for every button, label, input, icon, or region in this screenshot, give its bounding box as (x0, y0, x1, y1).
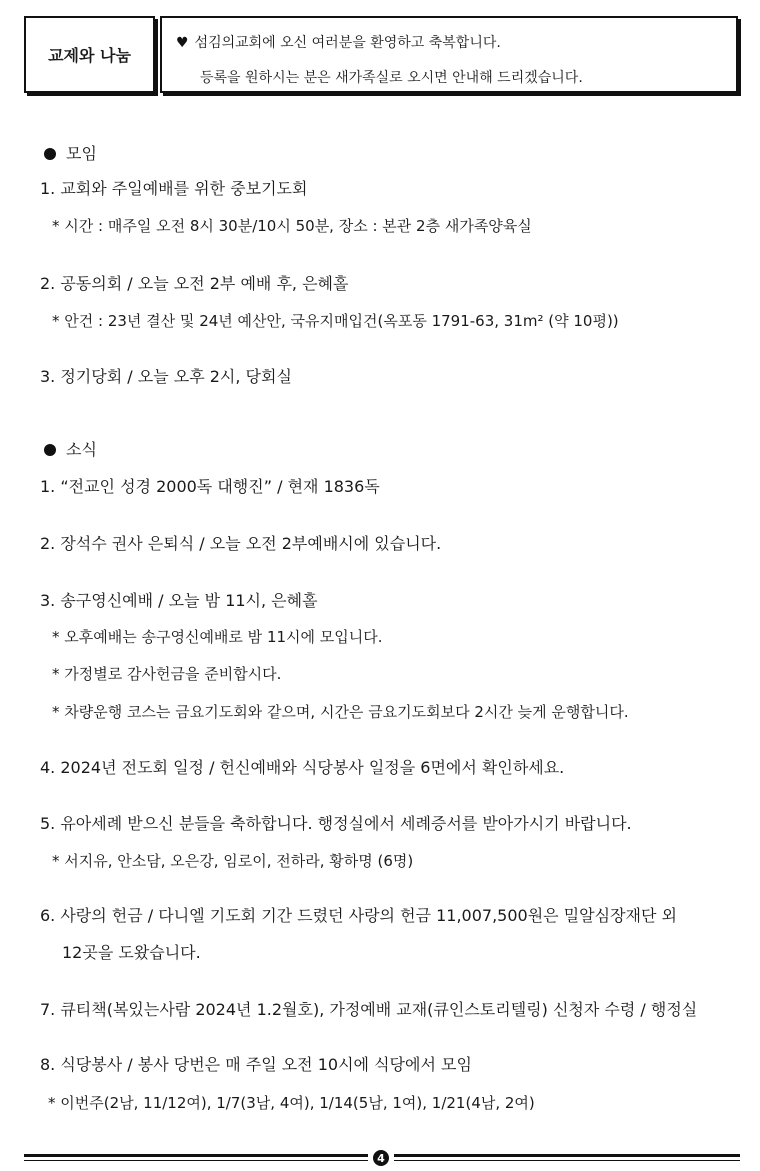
news-item-3: 3. 송구영신예배 / 오늘 밤 11시, 은혜홀 (40, 591, 318, 610)
welcome-line-2: 등록을 원하시는 분은 새가족실로 오시면 안내해 드리겠습니다. (200, 70, 583, 86)
news-item-3-detail-2: * 가정별로 감사헌금을 준비합시다. (52, 665, 282, 683)
meeting-item-3: 3. 정기당회 / 오늘 오후 2시, 당회실 (40, 367, 292, 386)
welcome-line-1 (176, 33, 501, 53)
news-item-5: 5. 유아세례 받으신 분들을 축하합니다. 행정실에서 세례증서를 받아가시기 바랍니다. (40, 814, 632, 833)
news-item-6-line-1: 6. 사랑의 헌금 / 다니엘 기도회 기간 드렸던 사랑의 헌금 11,007,500원은 밀알심장재단 외 (40, 906, 677, 925)
page-title: 교제와 나눔 (48, 46, 131, 65)
bullet-icon (44, 148, 56, 160)
welcome-text-1: 섬김의교회에 오신 여러분을 환영하고 축복합니다. (194, 35, 501, 51)
footer-rule-left (24, 1154, 368, 1157)
news-item-2: 2. 장석수 권사 은퇴식 / 오늘 오전 2부예배시에 있습니다. (40, 534, 442, 553)
section-title-box (24, 16, 155, 93)
section-heading-text: 소식 (66, 440, 97, 459)
section-heading-news (44, 439, 97, 461)
welcome-box (160, 16, 738, 93)
page-header (24, 16, 740, 98)
section-heading-meeting (44, 143, 97, 165)
footer-rule-right (394, 1154, 740, 1157)
meeting-item-2-detail: * 안건 : 23년 결산 및 24년 예산안, 국유지매입건(옥포동 1791-63, 31m² (약 10평)) (52, 312, 619, 330)
meeting-item-1: 1. 교회와 주일예배를 위한 중보기도회 (40, 179, 308, 198)
news-item-1: 1. “전교인 성경 2000독 대행진” / 현재 1836독 (40, 477, 380, 496)
bullet-icon (44, 444, 56, 456)
news-item-3-detail-1: * 오후예배는 송구영신예배로 밤 11시에 모입니다. (52, 628, 383, 646)
footer-rule-right-thin (394, 1160, 740, 1161)
news-item-8-detail: * 이번주(2남, 11/12여), 1/7(3남, 4여), 1/14(5남, 1여), 1/21(4남, 2여) (48, 1094, 535, 1112)
heart-icon: ♥ (176, 35, 189, 51)
news-item-4: 4. 2024년 전도회 일정 / 헌신예배와 식당봉사 일정을 6면에서 확인하세요. (40, 758, 565, 777)
news-item-7: 7. 큐티책(복있는사람 2024년 1.2월호), 가정예배 교재(큐인스토리텔링) 신청자 수령 / 행정실 (40, 1000, 698, 1019)
news-item-5-detail: * 서지유, 안소담, 오은강, 임로이, 전하라, 황하명 (6명) (52, 852, 414, 870)
news-item-6-line-2: 12곳을 도왔습니다. (62, 943, 201, 962)
meeting-item-2: 2. 공동의회 / 오늘 오전 2부 예배 후, 은혜홀 (40, 274, 349, 293)
news-item-8: 8. 식당봉사 / 봉사 당번은 매 주일 오전 10시에 식당에서 모임 (40, 1055, 472, 1074)
section-heading-text: 모임 (66, 144, 97, 163)
page-footer (24, 1150, 740, 1168)
page-number-badge: 4 (373, 1150, 389, 1166)
meeting-item-1-detail: * 시간 : 매주일 오전 8시 30분/10시 50분, 장소 : 본관 2층 새가족양육실 (52, 217, 532, 235)
footer-rule-left-thin (24, 1160, 368, 1161)
news-item-3-detail-3: * 차량운행 코스는 금요기도회와 같으며, 시간은 금요기도회보다 2시간 늦게 운행합니다. (52, 703, 629, 721)
